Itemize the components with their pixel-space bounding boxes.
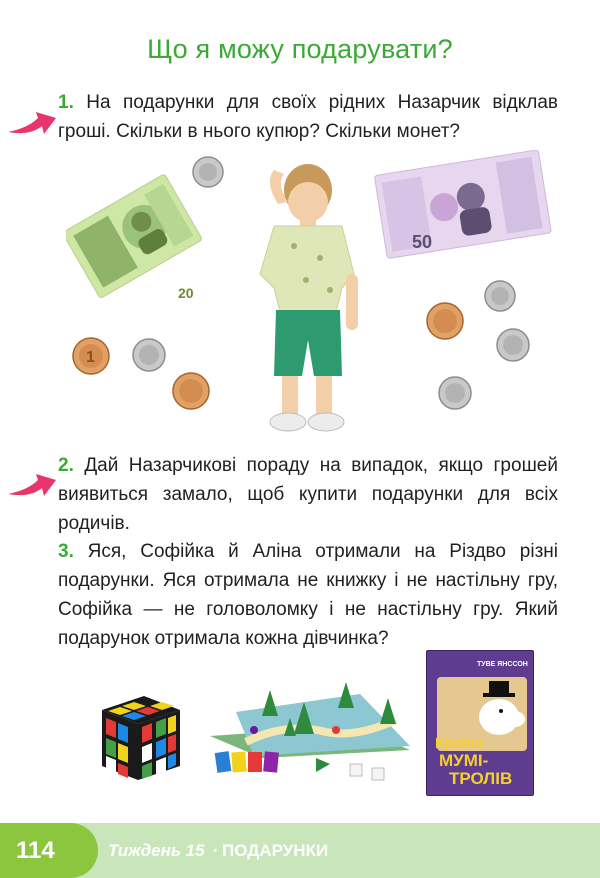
page-footer — [0, 823, 600, 878]
rubiks-cube-image — [96, 690, 182, 782]
coin-gold-1-image — [72, 337, 110, 375]
task-1 — [58, 88, 558, 146]
task-3-number: 3. — [58, 541, 74, 562]
task-3-text: Яся, Софійка й Аліна отримали на Різдво різні подарунки. Яся отримала не книжку і не настільну гру, Софійка — не головоломку і не настільну гру. Який подарунок отримала кожна дівчинка? — [58, 541, 558, 649]
book-moomin-image — [426, 650, 534, 796]
coin-silver-3-image — [484, 280, 516, 312]
banknote-20-value: 20 — [178, 285, 194, 301]
page-title: Що я можу подарувати? — [147, 34, 453, 64]
task-2-number: 2. — [58, 455, 74, 476]
book-author: ТУВЕ ЯНССОН — [477, 661, 528, 668]
task-1-pointer-arrow-icon — [8, 112, 56, 138]
footer-topic: ПОДАРУНКИ — [222, 841, 329, 860]
coin-silver-5-image — [438, 376, 472, 410]
coin-gold-2-image — [172, 372, 210, 410]
banknote-50-value: 50 — [412, 232, 433, 252]
book-title-line-2: МУМІ- — [439, 751, 489, 770]
boy-nazarchyk-image — [250, 162, 362, 436]
task-1-text: На подарунки для своїх рідних Назарчик відклав гроші. Скільки в нього купюр? Скільки монет? — [58, 92, 558, 142]
page-number: 114 — [16, 837, 55, 864]
coin-silver-4-image — [496, 328, 530, 362]
footer-separator: · — [213, 841, 219, 860]
moomin-icon — [471, 679, 527, 743]
coin-silver-1-image — [192, 156, 224, 188]
coin-1-value: 1 — [86, 349, 95, 366]
task-2-pointer-arrow-icon — [8, 474, 56, 500]
footer-week: Тиждень 15 — [108, 841, 205, 860]
banknote-20-image — [66, 158, 202, 324]
task-2-text: Дай Назарчикові пораду на випадок, якщо грошей виявиться замало, щоб купити подарунки для всіх родичів. — [58, 455, 558, 534]
task-1-number: 1. — [58, 92, 74, 113]
board-game-image — [206, 672, 412, 784]
coin-gold-3-image — [426, 302, 464, 340]
book-title-line-1: Країна — [435, 735, 484, 752]
coin-silver-2-image — [132, 338, 166, 372]
task-3 — [58, 537, 558, 653]
task-2 — [58, 451, 558, 538]
book-title-line-3: ТРОЛІВ — [449, 769, 513, 788]
banknote-50-image — [374, 150, 554, 260]
